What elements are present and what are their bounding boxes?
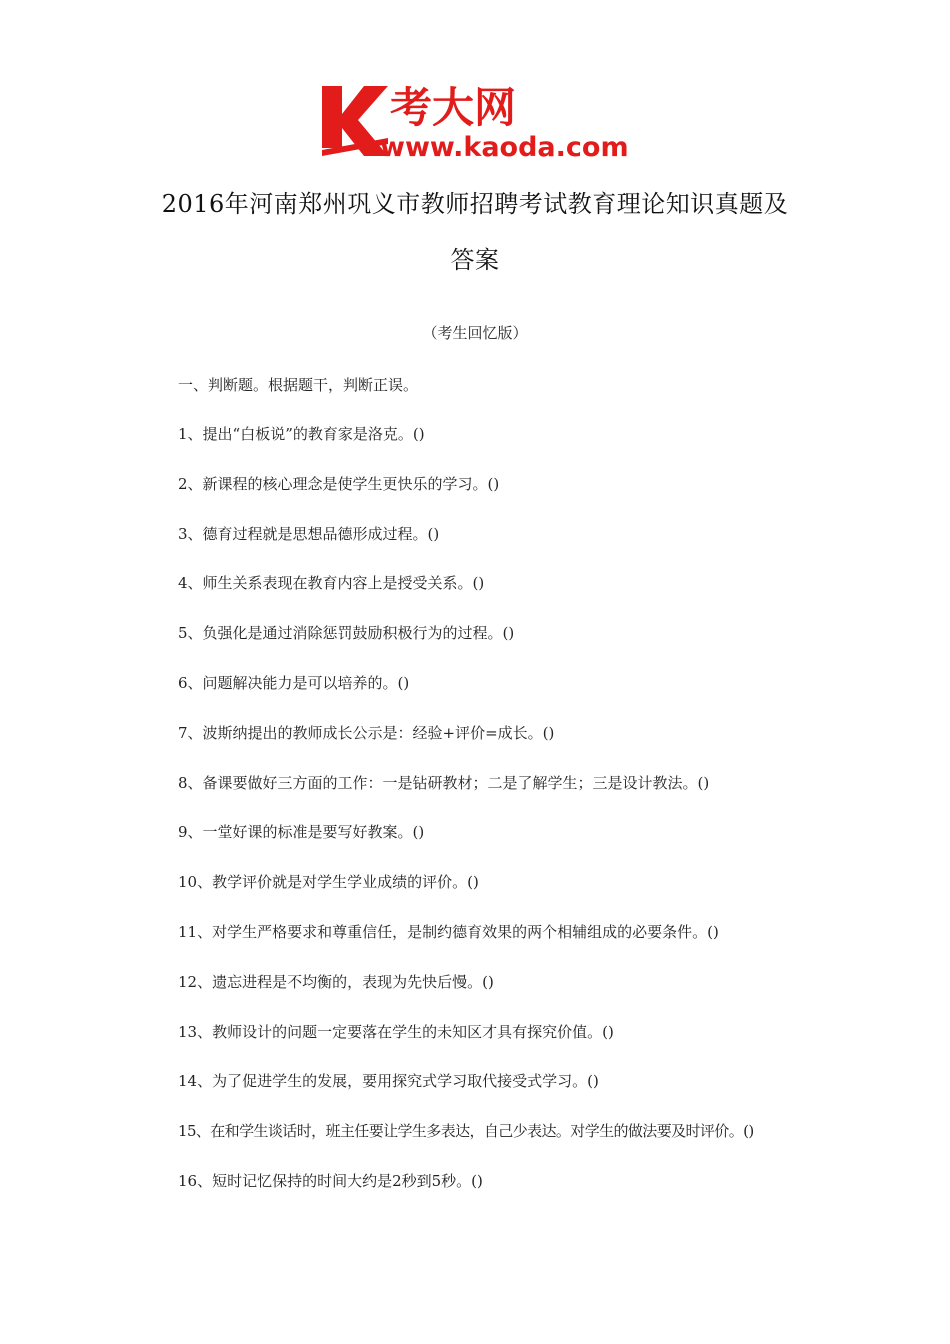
question-item: 3、德育过程就是思想品德形成过程。() [178, 524, 440, 543]
question-item: 10、教学评价就是对学生学业成绩的评价。() [178, 873, 479, 892]
question-item: 5、负强化是通过消除惩罚鼓励积极行为的过程。() [178, 624, 515, 643]
question-item: 9、一堂好课的标准是要写好教案。() [178, 823, 425, 842]
logo-graphic [318, 78, 648, 163]
question-item: 4、师生关系表现在教育内容上是授受关系。() [178, 574, 485, 593]
subtitle: （考生回忆版） [422, 324, 528, 342]
question-item: 2、新课程的核心理念是使学生更快乐的学习。() [178, 474, 500, 493]
title-line-2: 答案 [450, 246, 500, 274]
question-item: 11、对学生严格要求和尊重信任，是制约德育效果的两个相辅组成的必要条件。() [178, 922, 719, 941]
question-item: 13、教师设计的问题一定要落在学生的未知区才具有探究价值。() [178, 1022, 614, 1041]
question-item: 7、波斯纳提出的教师成长公示是：经验+评价=成长。() [178, 723, 555, 742]
question-item: 14、为了促进学生的发展，要用探究式学习取代接受式学习。() [178, 1072, 599, 1091]
title-line-1: 2016年河南郑州巩义市教师招聘考试教育理论知识真题及 [161, 190, 789, 218]
question-item: 15、在和学生谈话时，班主任要让学生多表达，自己少表达。对学生的做法要及时评价。() [178, 1122, 754, 1141]
question-item: 8、备课要做好三方面的工作：一是钻研教材；二是了解学生；三是设计教法。() [178, 773, 710, 792]
kaoda-logo [318, 78, 648, 163]
logo-brand-text: 考大网 [390, 83, 517, 132]
section-heading: 一、判断题。根据题干，判断正误。 [178, 376, 419, 394]
page-title [120, 176, 830, 288]
logo-url-text: www.kaoda.com [380, 132, 629, 163]
question-item: 1、提出“白板说”的教育家是洛克。() [178, 425, 425, 443]
question-list [178, 420, 838, 1217]
question-item: 12、遗忘进程是不均衡的，表现为先快后慢。() [178, 972, 494, 991]
question-item: 16、短时记忆保持的时间大约是2秒到5秒。() [178, 1171, 483, 1190]
question-item: 6、问题解决能力是可以培养的。() [178, 673, 410, 692]
